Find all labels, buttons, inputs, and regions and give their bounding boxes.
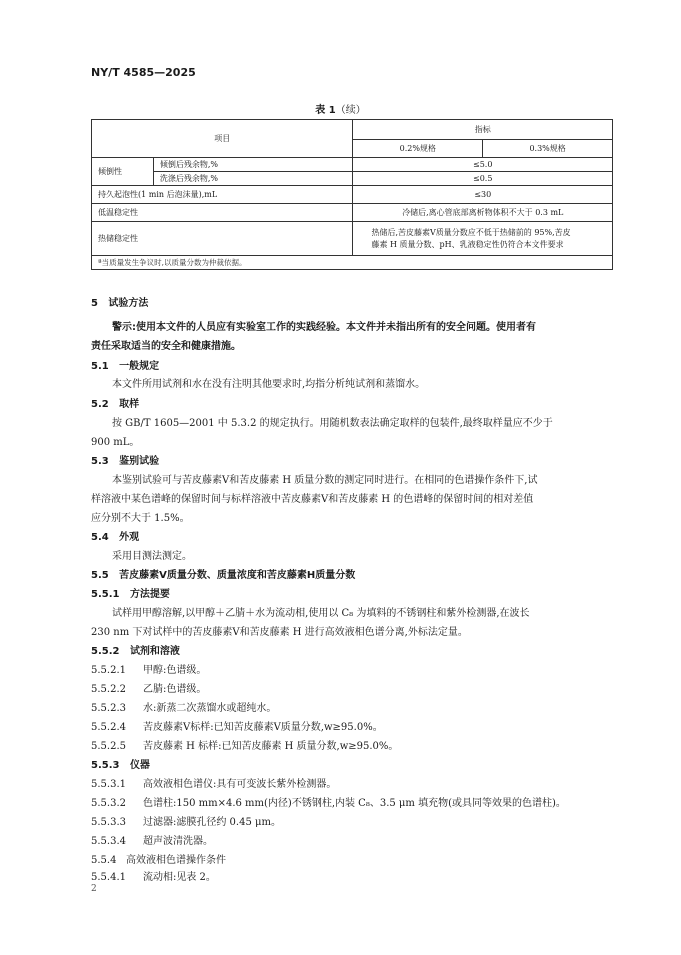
row-heat-value xyxy=(353,222,613,256)
spec-table xyxy=(91,119,613,270)
page-number: 2 xyxy=(91,884,97,894)
item-5-5-2-3-text: 水:新蒸二次蒸馏水或超纯水。 xyxy=(143,703,277,714)
section-5-4-number: 5.4 xyxy=(91,532,109,543)
section-5-5-heading xyxy=(91,566,355,581)
section-5-4-heading xyxy=(91,528,139,543)
head-spec-03: 0.3%规格 xyxy=(483,140,613,158)
item-5-5-2-4 xyxy=(91,718,383,733)
section-5-5-2-title: 试剂和溶液 xyxy=(129,646,180,657)
item-5-5-3-3-number: 5.5.3.3 xyxy=(91,817,126,828)
section-5-5-3-title: 仪器 xyxy=(129,760,150,771)
item-5-5-2-3 xyxy=(91,699,276,714)
row-pour-a: 倾倒后残余物,% xyxy=(153,158,353,172)
table-caption-label: 表 1 xyxy=(315,105,336,116)
row-low-temp-value: 冷储后,离心管底部离析物体积不大于 0.3 mL xyxy=(353,204,613,222)
item-5-5-2-1-number: 5.5.2.1 xyxy=(91,665,126,676)
item-5-5-3-1-text: 高效液相色谱仪:具有可变波长紫外检测器。 xyxy=(143,779,337,790)
section-5-2-text-2: 900 mL。 xyxy=(91,437,140,448)
head-item: 项目 xyxy=(92,120,353,158)
item-5-5-3-3-text: 过滤器:滤膜孔径约 0.45 μm。 xyxy=(143,817,281,828)
row-pour-a-value: ≤5.0 xyxy=(353,158,613,172)
head-index: 指标 xyxy=(353,120,613,140)
row-low-temp: 低温稳定性 xyxy=(92,204,353,222)
item-5-5-2-5-text: 苦皮藤素 H 标样:已知苦皮藤素 H 质量分数,w≥95.0%。 xyxy=(143,741,399,752)
section-5-5-2-number: 5.5.2 xyxy=(91,646,120,657)
item-5-5-2-4-text: 苦皮藤素Ⅴ标样:已知苦皮藤素Ⅴ质量分数,w≥95.0%。 xyxy=(143,722,383,733)
section-5-title: 试验方法 xyxy=(108,298,149,309)
section-5-5-4-heading xyxy=(91,851,226,866)
section-5-5-1-text-1: 试样用甲醇溶解,以甲醇＋乙腈＋水为流动相,使用以 C₈ 为填料的不锈钢柱和紫外检测器,在波长 xyxy=(112,608,530,619)
row-heat: 热储稳定性 xyxy=(92,222,353,256)
section-5-5-2-heading xyxy=(91,642,180,657)
standard-number: NY/T 4585—2025 xyxy=(91,66,196,79)
item-5-5-2-2-number: 5.5.2.2 xyxy=(91,684,126,695)
section-5-5-4-title: 高效液相色谱操作条件 xyxy=(126,855,226,866)
section-5-1-title: 一般规定 xyxy=(119,361,160,372)
item-5-5-4-1 xyxy=(91,868,216,883)
section-5-1-number: 5.1 xyxy=(91,361,109,372)
row-pour-b-value: ≤0.5 xyxy=(353,172,613,186)
section-5-1-heading xyxy=(91,357,159,372)
item-5-5-2-4-number: 5.5.2.4 xyxy=(91,722,126,733)
item-5-5-3-3 xyxy=(91,813,281,828)
item-5-5-2-3-number: 5.5.2.3 xyxy=(91,703,126,714)
row-pour-b: 洗涤后残余物,% xyxy=(153,172,353,186)
section-5-5-3-number: 5.5.3 xyxy=(91,760,120,771)
section-5-5-number: 5.5 xyxy=(91,570,109,581)
section-5-3-title: 鉴别试验 xyxy=(119,456,160,467)
item-5-5-2-2-text: 乙腈:色谱级。 xyxy=(143,684,207,695)
section-5-3-text-2: 样溶液中某色谱峰的保留时间与标样溶液中苦皮藤素Ⅴ和苦皮藤素 H 的色谱峰的保留时间的相对差值 xyxy=(91,494,534,505)
section-5-2-heading xyxy=(91,395,139,410)
item-5-5-2-5 xyxy=(91,737,398,752)
item-5-5-3-1 xyxy=(91,775,336,790)
item-5-5-4-1-text: 流动相:见表 2。 xyxy=(143,872,216,883)
item-5-5-3-4-text: 超声波清洗器。 xyxy=(143,836,213,847)
section-5-5-1-heading xyxy=(91,585,170,600)
section-5-3-number: 5.3 xyxy=(91,456,109,467)
row-pour-label: 倾倒性 xyxy=(92,158,154,186)
item-5-5-3-1-number: 5.5.3.1 xyxy=(91,779,126,790)
section-5-5-3-heading xyxy=(91,756,150,771)
item-5-5-2-1-text: 甲醇:色谱级。 xyxy=(143,665,207,676)
item-5-5-3-2 xyxy=(91,794,566,809)
item-5-5-3-4-number: 5.5.3.4 xyxy=(91,836,126,847)
item-5-5-2-5-number: 5.5.2.5 xyxy=(91,741,126,752)
section-5-2-text-1: 按 GB/T 1605—2001 中 5.3.2 的规定执行。用随机数表法确定取样的包装件,最终取样量应不少于 xyxy=(112,418,553,429)
section-5-3-heading xyxy=(91,452,159,467)
section-5-number: 5 xyxy=(91,298,98,309)
section-5-1-text: 本文件所用试剂和水在没有注明其他要求时,均指分析纯试剂和蒸馏水。 xyxy=(112,379,426,390)
section-5-3-text-1: 本鉴别试验可与苦皮藤素Ⅴ和苦皮藤素 H 质量分数的测定同时进行。在相同的色谱操作条件下,试 xyxy=(112,475,538,486)
item-5-5-2-1 xyxy=(91,661,206,676)
item-5-5-3-2-number: 5.5.3.2 xyxy=(91,798,126,809)
row-foam: 持久起泡性(1 min 后泡沫量),mL xyxy=(92,186,353,204)
head-spec-02: 0.2%规格 xyxy=(353,140,483,158)
table-caption-cont: （续） xyxy=(335,105,366,116)
section-5-5-title: 苦皮藤素Ⅴ质量分数、质量浓度和苦皮藤素H质量分数 xyxy=(119,570,356,581)
section-5-2-title: 取样 xyxy=(119,399,140,410)
section-5-heading xyxy=(91,294,148,309)
section-5-3-text-3: 应分别不大于 1.5%。 xyxy=(91,513,190,524)
section-5-4-title: 外观 xyxy=(119,532,140,543)
warning-line-2: 责任采取适当的安全和健康措施。 xyxy=(91,341,241,352)
section-5-4-text: 采用目测法测定。 xyxy=(112,551,192,562)
item-5-5-3-2-text: 色谱柱:150 mm×4.6 mm(内径)不锈钢柱,内装 C₈、3.5 μm 填充物(或具同等效果的色谱柱)。 xyxy=(143,798,566,809)
row-foam-value: ≤30 xyxy=(353,186,613,204)
table-footnote: ª当质量发生争议时,以质量分数为仲裁依据。 xyxy=(92,256,613,270)
row-heat-value-line1: 热储后,苦皮藤素Ⅴ质量分数应不低于热储前的 95%,苦皮 xyxy=(371,227,571,237)
section-5-5-4-number: 5.5.4 xyxy=(91,855,117,866)
item-5-5-3-4 xyxy=(91,832,213,847)
section-5-5-1-text-2: 230 nm 下对试样中的苦皮藤素Ⅴ和苦皮藤素 H 进行高效液相色谱分离,外标法定量。 xyxy=(91,627,468,638)
section-5-5-1-number: 5.5.1 xyxy=(91,589,120,600)
warning-line-1: 警示:使用本文件的人员应有实验室工作的实践经验。本文件并未指出所有的安全问题。使用者有 xyxy=(112,322,536,333)
row-heat-value-line2: 藤素 H 质量分数、pH、乳液稳定性仍符合本文件要求 xyxy=(371,239,564,249)
table-caption xyxy=(0,101,681,116)
item-5-5-2-2 xyxy=(91,680,206,695)
section-5-5-1-title: 方法提要 xyxy=(129,589,170,600)
item-5-5-4-1-number: 5.5.4.1 xyxy=(91,872,126,883)
section-5-2-number: 5.2 xyxy=(91,399,109,410)
